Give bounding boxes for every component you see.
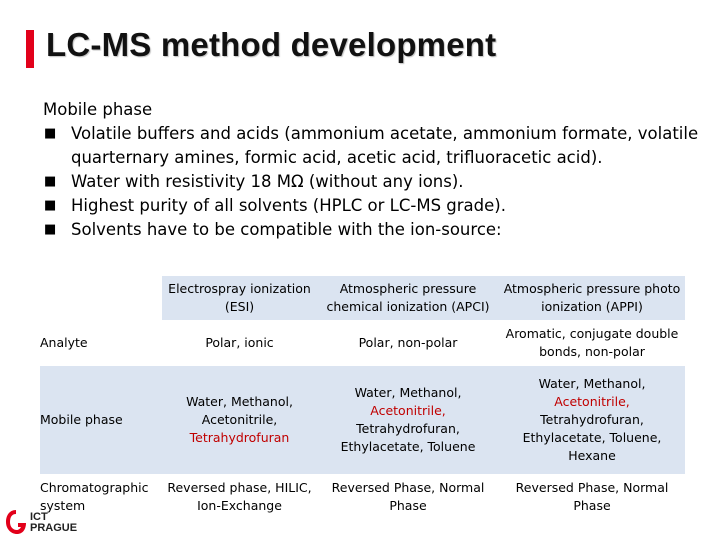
table-row xyxy=(40,366,685,474)
table-row xyxy=(40,474,685,520)
header-apci: Atmospheric pressure chemical ionization (APCI) xyxy=(317,276,499,320)
ict-prague-logo-icon xyxy=(4,508,28,536)
ion-source-table xyxy=(40,276,685,520)
square-bullet-icon: ■ xyxy=(44,174,57,189)
cell-analyte-esi: Polar, ionic xyxy=(162,320,317,366)
row-label-mobile-phase: Mobile phase xyxy=(40,366,162,474)
slide-body xyxy=(43,98,713,242)
square-bullet-icon: ■ xyxy=(44,222,57,237)
title-accent-bar xyxy=(26,30,34,68)
cell-chrom-appi: Reversed Phase, Normal Phase xyxy=(499,474,685,520)
logo-text: ICT PRAGUE xyxy=(30,511,78,534)
cell-analyte-appi: Aromatic, conjugate double bonds, non-polar xyxy=(499,320,685,366)
cell-mobile-esi: Water, Methanol, Acetonitrile, Tetrahydrofuran xyxy=(162,366,317,474)
row-label-analyte: Analyte xyxy=(40,320,162,366)
cell-analyte-apci: Polar, non-polar xyxy=(317,320,499,366)
row-label-chromatographic-system: Chromatographic system xyxy=(40,474,162,520)
slide-title: LC-MS method development xyxy=(46,26,497,63)
bullet-list xyxy=(43,122,713,242)
header-empty xyxy=(40,276,162,320)
cell-mobile-apci: Water, Methanol, Acetonitrile, Tetrahydrofuran, Ethylacetate, Toluene xyxy=(317,366,499,474)
header-appi: Atmospheric pressure photo ionization (APPI) xyxy=(499,276,685,320)
bullet-item: ■ Solvents have to be compatible with the ion-source: xyxy=(43,218,713,242)
header-esi: Electrospray ionization (ESI) xyxy=(162,276,317,320)
table-header-row xyxy=(40,276,685,320)
cell-mobile-appi: Water, Methanol, Acetonitrile, Tetrahydrofuran, Ethylacetate, Toluene, Hexane xyxy=(499,366,685,474)
square-bullet-icon: ■ xyxy=(44,198,57,213)
bullet-item: ■ Highest purity of all solvents (HPLC or LC-MS grade). xyxy=(43,194,713,218)
cell-chrom-esi: Reversed phase, HILIC, Ion-Exchange xyxy=(162,474,317,520)
square-bullet-icon: ■ xyxy=(44,126,57,141)
section-heading: Mobile phase xyxy=(43,100,153,119)
bullet-item: ■ Volatile buffers and acids (ammonium acetate, ammonium formate, volatile quarternary amines, formic acid, acetic acid, trifluoracetic acid). xyxy=(44,124,699,167)
table-row xyxy=(40,320,685,366)
bullet-item: ■ Water with resistivity 18 MΩ (without any ions). xyxy=(43,170,713,194)
cell-chrom-apci: Reversed Phase, Normal Phase xyxy=(317,474,499,520)
